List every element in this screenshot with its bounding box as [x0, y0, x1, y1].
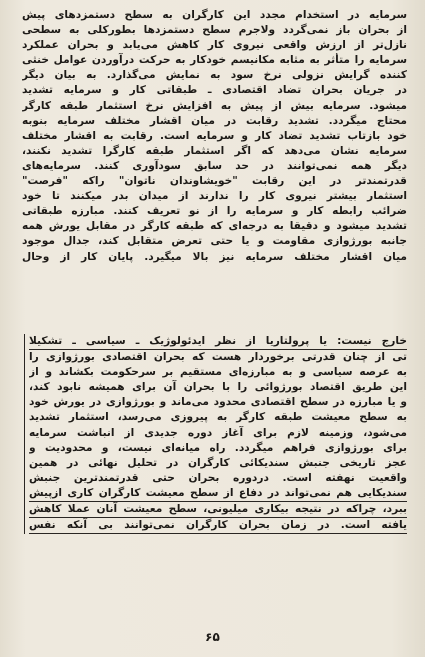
- text-line: این طریق اقتصاد بورژوائی را با بحران آن برای همیشه نابود کند،: [29, 381, 407, 394]
- text-line: نازل‌تر از ارزش واقعی نیروی کار کاهش می‌یابد و بحران عملکرد: [22, 39, 407, 52]
- text-line: از بحران باز نمی‌گردد ولاجرم سطح دستمزدها بطورکلی به سطحی: [22, 24, 407, 37]
- text-line: تی از چنان قدرتی برخوردار هست که بحران اقتصادی بورژوازی را: [29, 351, 407, 364]
- text-line: سرمایه نشان می‌دهد که اگر استثمار طبقه کارگرا تشدید نکنند،: [22, 144, 407, 157]
- text-line: خود بازتاب تشدید تضاد کار و سرمایه است. رقابت به اقشار مختلف: [22, 129, 407, 142]
- boxed-paragraph: [24, 334, 407, 534]
- text-line: می‌شود، وزمینه لازم برای آغاز دوره جدیدی از انباشت سرمایه: [29, 426, 407, 439]
- text-line: برای بورژوازی فراهم میگردد. راه میانه‌ای نیست، و محدودیت و: [29, 441, 407, 454]
- text-line: ببرد، چراکه در نتیجه بیکاری میلیونی، سطح معیشت آنان عملا کاهش: [29, 502, 407, 518]
- text-line: دیگر همه نمی‌توانند در حد سابق سودآوری کنند. سرمایه‌های: [22, 159, 407, 172]
- text-line: یافته است. در زمان بحران کارگران نمی‌توانند بی آنکه نفس: [29, 518, 407, 534]
- text-line: ضرائب رابطه کار و سرمایه را از نو تعریف کنند. مبارزه طبقاتی: [22, 205, 407, 218]
- text-line: به عرصه سیاسی و به مبارزه‌ای مستقیم بر سرحکومت بکشاند و از: [29, 366, 407, 379]
- text-line: محتاج میگردد. تشدید رقابت در میان اقشار مختلف سرمایه بنوبه: [22, 114, 407, 127]
- text-line: میشود. سرمایه بیش از پیش به افزایش نرخ استثمار طبقه کارگر: [22, 99, 407, 112]
- text-line: سرمایه را متأثر به مثابه مکانیسم خودکار به حرکت درآوردن عوامل خنثی: [22, 54, 407, 67]
- text-line: سندیکایی هم نمی‌تواند در دفاع از سطح معیشت کارگران کاری ازپیش: [29, 486, 407, 502]
- text-line: جانبه بورژوازی مقاومت و یا حتی تعرض متقابل کند، جدال موجود: [22, 235, 407, 248]
- text-line: تشدید میشود و دقیقا به درجه‌ای که طبقه کارگر در مقابل یورش همه: [22, 220, 407, 233]
- text-line: واقعیت نهفته است. دردوره بحران حتی قدرتمندترین جنبش: [29, 471, 407, 484]
- text-line: به سطح معیشت طبقه کارگر به پیروزی می‌رسد، استثمار تشدید: [29, 411, 407, 424]
- text-line: و یا مبارزه در سطح اقتصادی محدود می‌ماند و بورژوازی در یورش خود: [29, 396, 407, 409]
- text-line: قدرتمندتر در این رقابت "خویشاوندان ناتوان" راکه "فرصت": [22, 175, 407, 188]
- text-line: در جریان بحران تضاد اقتصادی ـ طبقاتی کار و سرمایه تشدید: [22, 84, 407, 97]
- text-line: میان اقشار مختلف سرمایه نیز بالا میگیرد. پایان کار از وحال: [22, 250, 407, 263]
- text-line: خارج نیست: یا پرولتاریا از نظر ایدئولوژیک ـ سیاسی ـ تشکیلا: [29, 334, 407, 350]
- page-number: ۶۵: [205, 630, 220, 644]
- text-line: عجز تاریخی جنبش سندیکائی کارگران در تحلیل نهائی در همین: [29, 456, 407, 469]
- text-line: کننده گرایش نزولی نرخ سود به نمایش می‌گذارد. به بیان دیگر: [22, 69, 407, 82]
- text-line: سرمایه در استخدام مجدد این کارگران به سطح دستمزدهای پیش: [22, 9, 407, 21]
- main-paragraph: [22, 8, 407, 265]
- text-line: استثمار بیشتر نیروی کار را ندارند از میدان بدر میکنند تا خود: [22, 190, 407, 203]
